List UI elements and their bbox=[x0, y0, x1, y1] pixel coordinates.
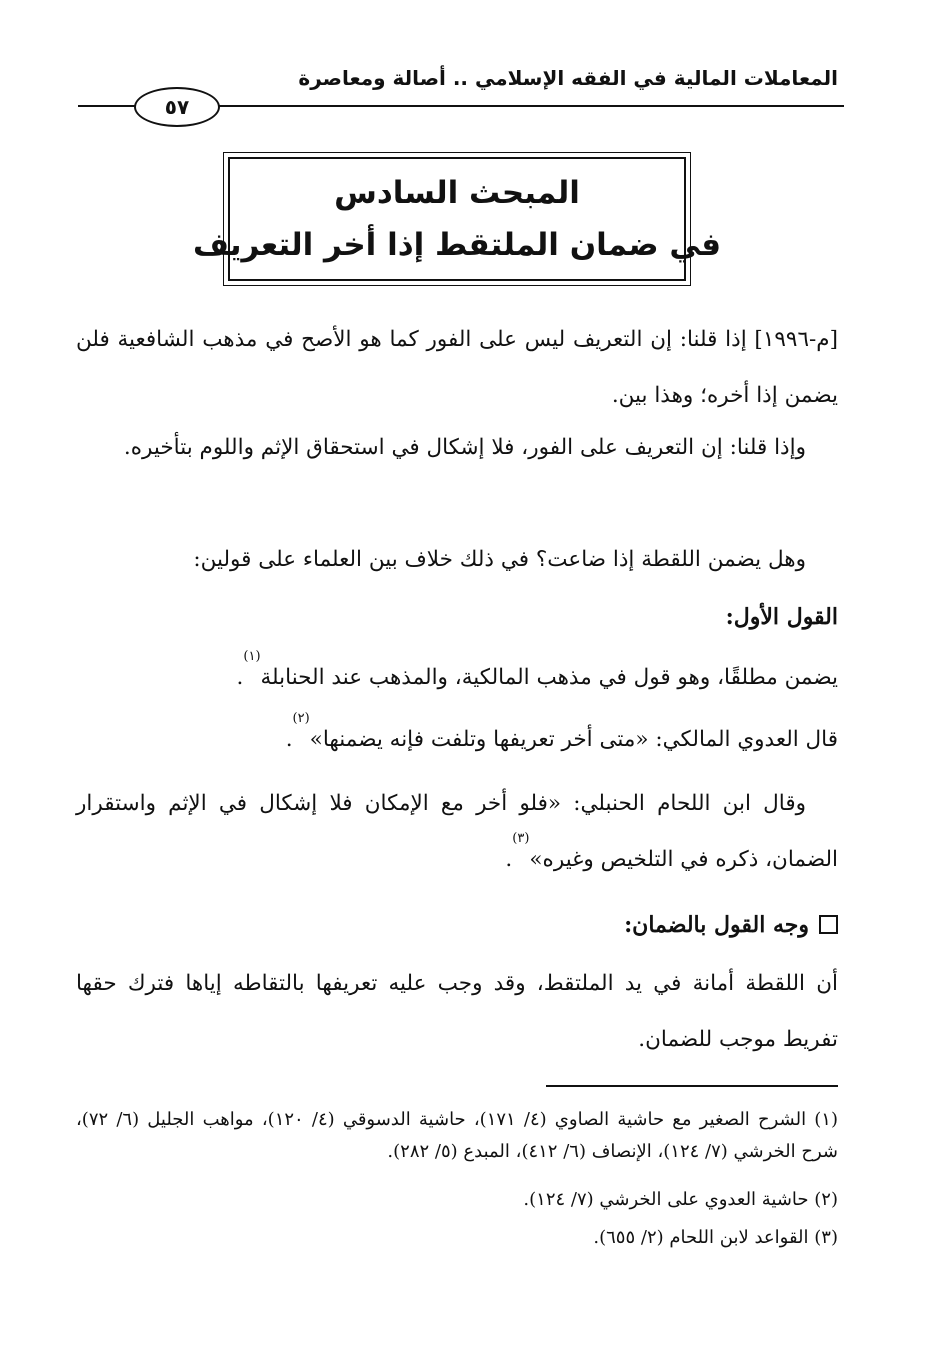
running-header: المعاملات المالية في الفقه الإسلامي .. أصالة ومعاصرة bbox=[298, 66, 838, 90]
heading-first-opinion: القول الأول: bbox=[725, 604, 838, 630]
paragraph-7 bbox=[76, 956, 838, 1068]
footnote-1: (١) الشرح الصغير مع حاشية الصاوي (٤/ ١٧١)، حاشية الدسوقي (٤/ ١٢٠)، مواهب الجليل (٦/ ٧٢)، شرح الخرشي (٧/ ١٢٤)، الإنصاف (٦/ ٤١٢)، المبدع (٥/ ٢٨٢). bbox=[76, 1109, 838, 1162]
footnote-2: (٢) حاشية العدوي على الخرشي (٧/ ١٢٤). bbox=[523, 1189, 838, 1210]
heading-rationale bbox=[624, 912, 838, 938]
paragraph-6-text: وقال ابن اللحام الحنبلي: «فلو أخر مع الإمكان فلا إشكال في الإثم واستقرار الضمان، ذكره في التلخيص وغيره» bbox=[76, 791, 838, 872]
section-title-frame bbox=[193, 157, 721, 281]
paragraph-4: يضمن مطلقًا، وهو قول في مذهب المالكية، والمذهب عند الحنابلة$^{(١)}$. bbox=[236, 649, 838, 690]
footnote-ref-2: (٢) bbox=[292, 711, 310, 726]
paragraph-5-text: قال العدوي المالكي: «متى أخر تعريفها وتلفت فإنه يضمنها» bbox=[309, 727, 838, 752]
paragraph-3 bbox=[76, 532, 838, 588]
paragraph-2-text: وإذا قلنا: إن التعريف على الفور، فلا إشكال في استحقاق الإثم واللوم بتأخيره. bbox=[123, 435, 806, 460]
paragraph-2 bbox=[76, 420, 838, 476]
paragraph-1 bbox=[76, 312, 838, 424]
page-number-text: ٥٧ bbox=[164, 95, 190, 119]
heading-rationale-text: وجه القول بالضمان: bbox=[624, 912, 809, 938]
footnote-separator bbox=[546, 1085, 838, 1087]
paragraph-5: قال العدوي المالكي: «متى أخر تعريفها وتلفت فإنه يضمنها»$^{(٢)}$. bbox=[285, 711, 838, 752]
paragraph-6: وقال ابن اللحام الحنبلي: «فلو أخر مع الإمكان فلا إشكال في الإثم واستقرار الضمان، ذكره في التلخيص وغيره»$^{(٣)}$. bbox=[76, 791, 838, 872]
footnote-3: (٣) القواعد لابن اللحام (٢/ ٦٥٥). bbox=[593, 1227, 838, 1248]
paragraph-3-text: وهل يضمن اللقطة إذا ضاعت؟ في ذلك خلاف بين العلماء على قولين: bbox=[193, 547, 806, 572]
checkbox-bullet-icon bbox=[819, 915, 838, 934]
paragraph-7-text: أن اللقطة أمانة في يد الملتقط، وقد وجب عليه تعريفها بالتقاطه إياها فترك حقها تفريط موجب للضمان. bbox=[76, 971, 838, 1052]
footnote-ref-1: (١) bbox=[243, 649, 261, 664]
paragraph-1-text: [م-١٩٩٦] إذا قلنا: إن التعريف ليس على الفور كما هو الأصح في مذهب الشافعية فلن يضمن إذا أخره؛ وهذا بين. bbox=[76, 327, 838, 408]
section-title-line2: في ضمان الملتقط إذا أخر التعريف bbox=[193, 227, 721, 263]
paragraph-4-text: يضمن مطلقًا، وهو قول في مذهب المالكية، والمذهب عند الحنابلة bbox=[260, 665, 838, 690]
page-number bbox=[134, 87, 220, 127]
section-title-line1: المبحث السادس bbox=[334, 175, 580, 211]
section-title-box bbox=[193, 152, 721, 286]
footnote-ref-3: (٣) bbox=[512, 831, 530, 846]
